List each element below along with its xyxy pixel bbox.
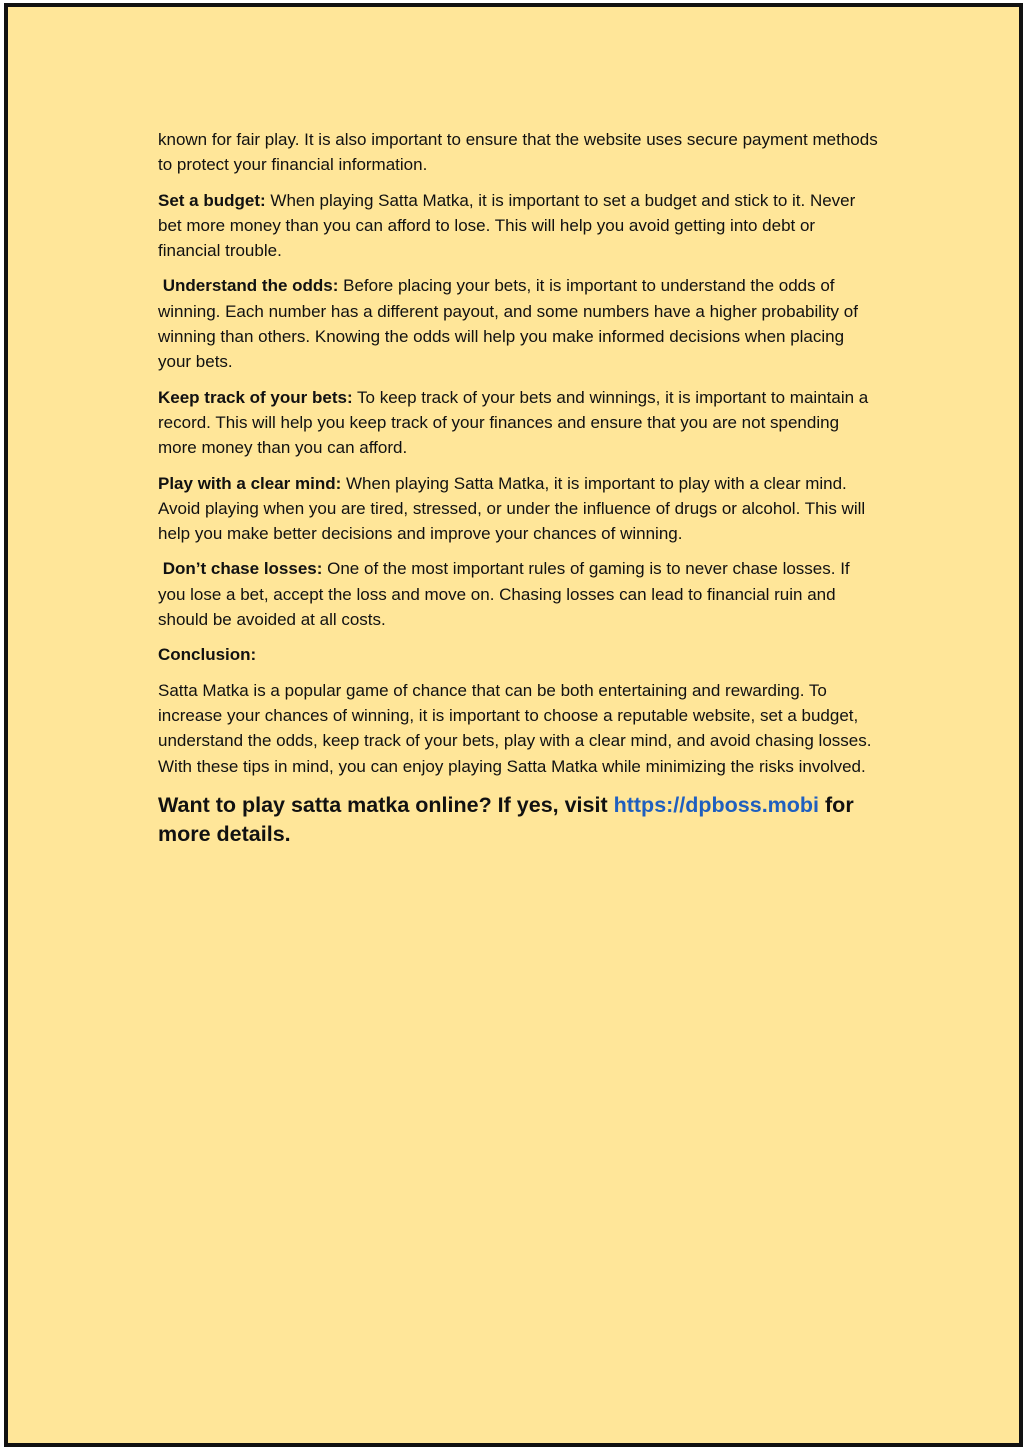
intro-continuation: known for fair play. It is also important to ensure that the website uses secure payment methods to protect your financial information. bbox=[158, 130, 878, 175]
tip-text: When playing Satta Matka, it is important to set a budget and stick to it. Never bet more money than you can afford to lose. This will help you avoid getting into debt or financial trouble. bbox=[158, 190, 856, 261]
tip-title: Don’t chase losses: bbox=[162, 559, 323, 579]
tip-title: Set a budget: bbox=[158, 190, 266, 210]
tip-clear-mind bbox=[158, 471, 880, 547]
tip-text: Before placing your bets, it is important to understand the odds of winning. Each number has a different payout, and some numbers have a higher probability of winning than others. Knowing the odds will help you make informed decisions when placing your bets. bbox=[158, 276, 858, 372]
cta-text-before: Want to play satta matka online? If yes, visit bbox=[158, 792, 614, 817]
article-body bbox=[158, 127, 880, 849]
call-to-action bbox=[158, 791, 880, 849]
tip-title: Play with a clear mind: bbox=[158, 473, 342, 493]
tip-chase-losses bbox=[158, 556, 880, 632]
tip-text: When playing Satta Matka, it is important to play with a clear mind. Avoid playing when you are tired, stressed, or under the influence of drugs or alcohol. This will help you make better decisions and improve your chances of winning. bbox=[158, 473, 866, 544]
tip-text: To keep track of your bets and winnings, it is important to maintain a record. This will help you keep track of your finances and ensure that you are not spending more money than you can afford. bbox=[158, 387, 869, 458]
tip-set-budget bbox=[158, 188, 880, 264]
tip-title: Understand the odds: bbox=[162, 276, 339, 296]
document-page bbox=[4, 3, 1023, 1447]
cta-text-after: for more details. bbox=[158, 792, 854, 846]
tip-text: One of the most important rules of gaming is to never chase losses. If you lose a bet, accept the loss and move on. Chasing losses can lead to financial ruin and should be avoided at all costs. bbox=[158, 559, 850, 630]
conclusion-heading: Conclusion: bbox=[158, 645, 257, 665]
tip-keep-track bbox=[158, 385, 880, 461]
website-link[interactable]: https://dpboss.mobi bbox=[613, 792, 820, 817]
tip-title: Keep track of your bets: bbox=[158, 387, 353, 407]
conclusion-text: Satta Matka is a popular game of chance that can be both entertaining and rewarding. To increase your chances of winning, it is important to choose a reputable website, set a budget, understand the odds, keep track of your bets, play with a clear mind, and avoid chasing losses. With these tips in mind, you can enjoy playing Satta Matka while minimizing the risks involved. bbox=[158, 680, 872, 776]
tip-understand-odds bbox=[158, 273, 880, 374]
